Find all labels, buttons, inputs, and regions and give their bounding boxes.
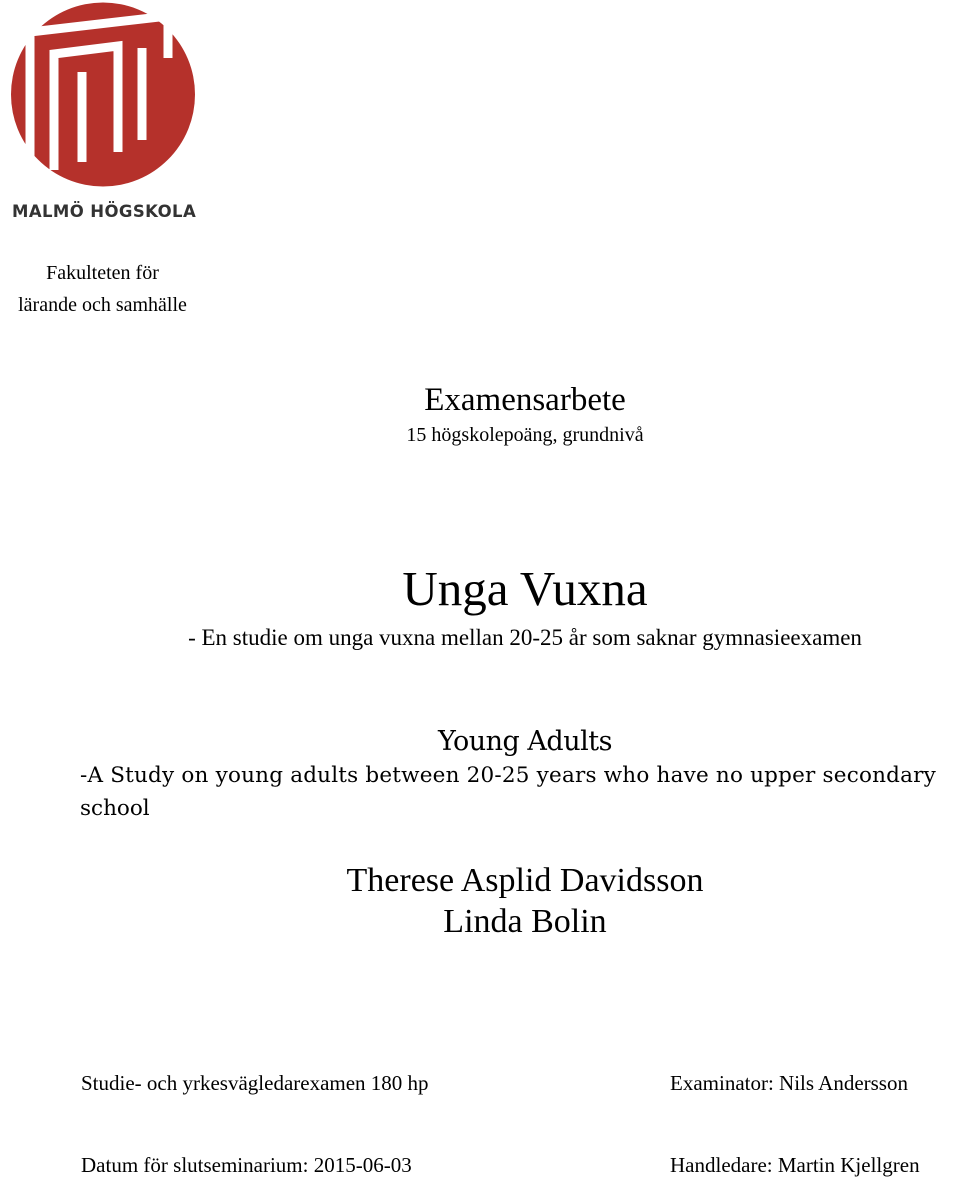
exam-subtitle: 15 högskolepoäng, grundnivå: [406, 424, 644, 446]
thesis-title-en: Young Adults: [438, 726, 612, 757]
thesis-subtitle-en-line-2: school: [80, 796, 150, 821]
thesis-title-sv: Unga Vuxna: [402, 561, 648, 616]
exam-title: Examensarbete: [424, 382, 626, 418]
logo-wordmark: MALMÖ HÖGSKOLA: [12, 202, 197, 221]
examiner-label: Examinator: Nils Andersson: [670, 1071, 908, 1095]
supervisor-label: Handledare: Martin Kjellgren: [670, 1153, 920, 1177]
program-label: Studie- och yrkesvägledarexamen 180 hp: [81, 1071, 429, 1095]
author-name: Therese Asplid Davidsson: [346, 862, 704, 899]
thesis-subtitle-sv: - En studie om unga vuxna mellan 20-25 år som saknar gymnasieexamen: [188, 625, 862, 650]
author-name: Linda Bolin: [443, 903, 607, 940]
seminar-date-label: Datum för slutseminarium: 2015-06-03: [81, 1153, 412, 1177]
faculty-line-1: Fakulteten för: [46, 262, 159, 284]
malmo-hogskola-logo-icon: [8, 2, 198, 187]
thesis-subtitle-en-line-1: -A Study on young adults between 20-25 years who have no upper secondary: [80, 763, 936, 788]
faculty-line-2: lärande och samhälle: [18, 294, 187, 316]
